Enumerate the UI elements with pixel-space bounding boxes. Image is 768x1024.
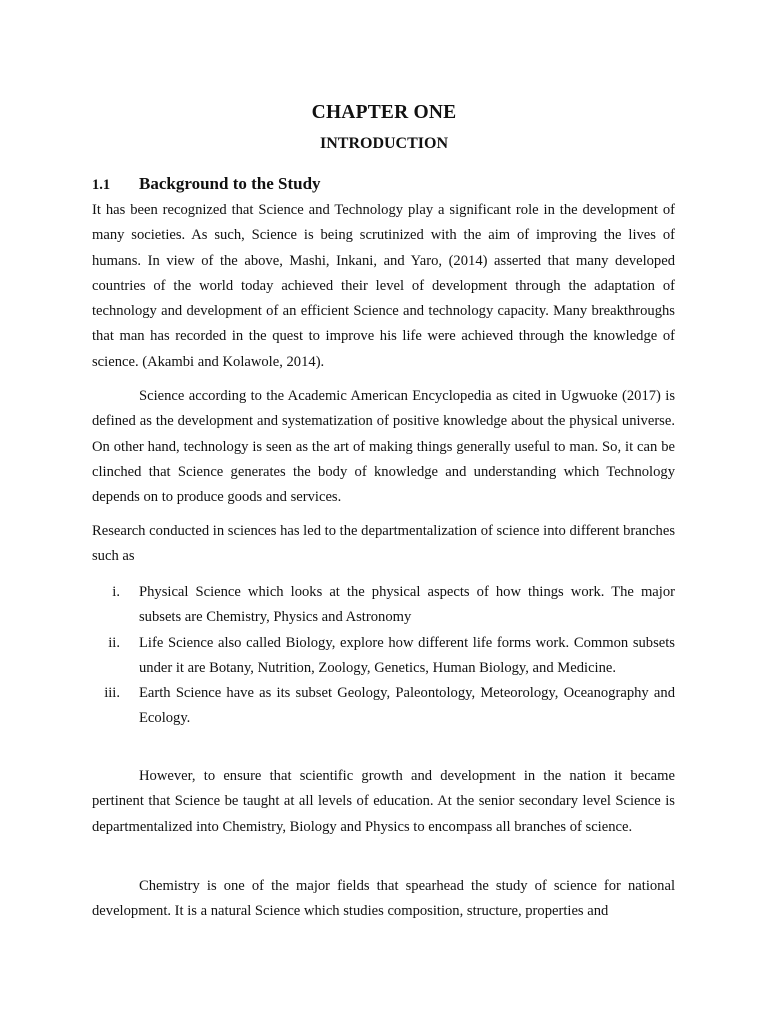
list-marker: i. [112, 584, 120, 600]
list-item-text: Physical Science which looks at the physical aspects of how things work. The major subsets are Chemistry, Physics and Astronomy [139, 584, 675, 626]
paragraph-chemistry: Chemistry is one of the major fields that spearhead the study of science for national development. It is a natural Science which studies composition, structure, properties and [92, 878, 675, 920]
list-item [92, 631, 675, 682]
list-marker: ii. [108, 634, 120, 651]
paragraph-background: It has been recognized that Science and Technology play a significant role in the development of many societies. As such, Science is being scrutinized with the aim of improving the lives of humans. In view of the above, Mashi, Inkani, and Yaro, (2014) asserted that many developed countries of the world today achieved their level of development through the adaptation of technology and development of an efficient Science and technology capacity. Many breakthroughs that man has recorded in the quest to improve his life were achieved through the knowledge of science. (Akambi and Kolawole, 2014). [92, 202, 675, 370]
paragraph-education-levels: However, to ensure that scientific growth and development in the nation it became pertinent that Science be taught at all levels of education. At the senior secondary level Science is departmentalized into Chemistry, Biology and Physics to encompass all branches of science. [92, 768, 675, 835]
list-item [92, 681, 675, 732]
section-heading [92, 174, 321, 194]
chapter-subtitle: INTRODUCTION [319, 135, 448, 152]
chapter-title: CHAPTER ONE [311, 102, 457, 123]
science-branches-list [92, 580, 675, 732]
section-title: Background to the Study [139, 174, 321, 193]
section-number: 1.1 [92, 177, 111, 193]
paragraph-science-definition: Science according to the Academic American Encyclopedia as cited in Ugwuoke (2017) is defined as the development and systematization of positive knowledge about the physical universe. On other hand, technology is seen as the art of making things generally useful to man. So, it can be clinched that Science generates the body of knowledge and understanding which Technology depends on to produce goods and services. [92, 388, 675, 506]
list-item-text: Life Science also called Biology, explore how different life forms work. Common subsets under it are Botany, Nutrition, Zoology, Genetics, Human Biology, and Medicine. [139, 634, 675, 676]
paragraph-research-branches: Research conducted in sciences has led to the departmentalization of science into different branches such as [92, 523, 675, 565]
list-item [92, 580, 675, 631]
list-marker: iii. [104, 685, 120, 702]
list-item-text: Earth Science have as its subset Geology, Paleontology, Meteorology, Oceanography and Ecology. [139, 685, 675, 727]
